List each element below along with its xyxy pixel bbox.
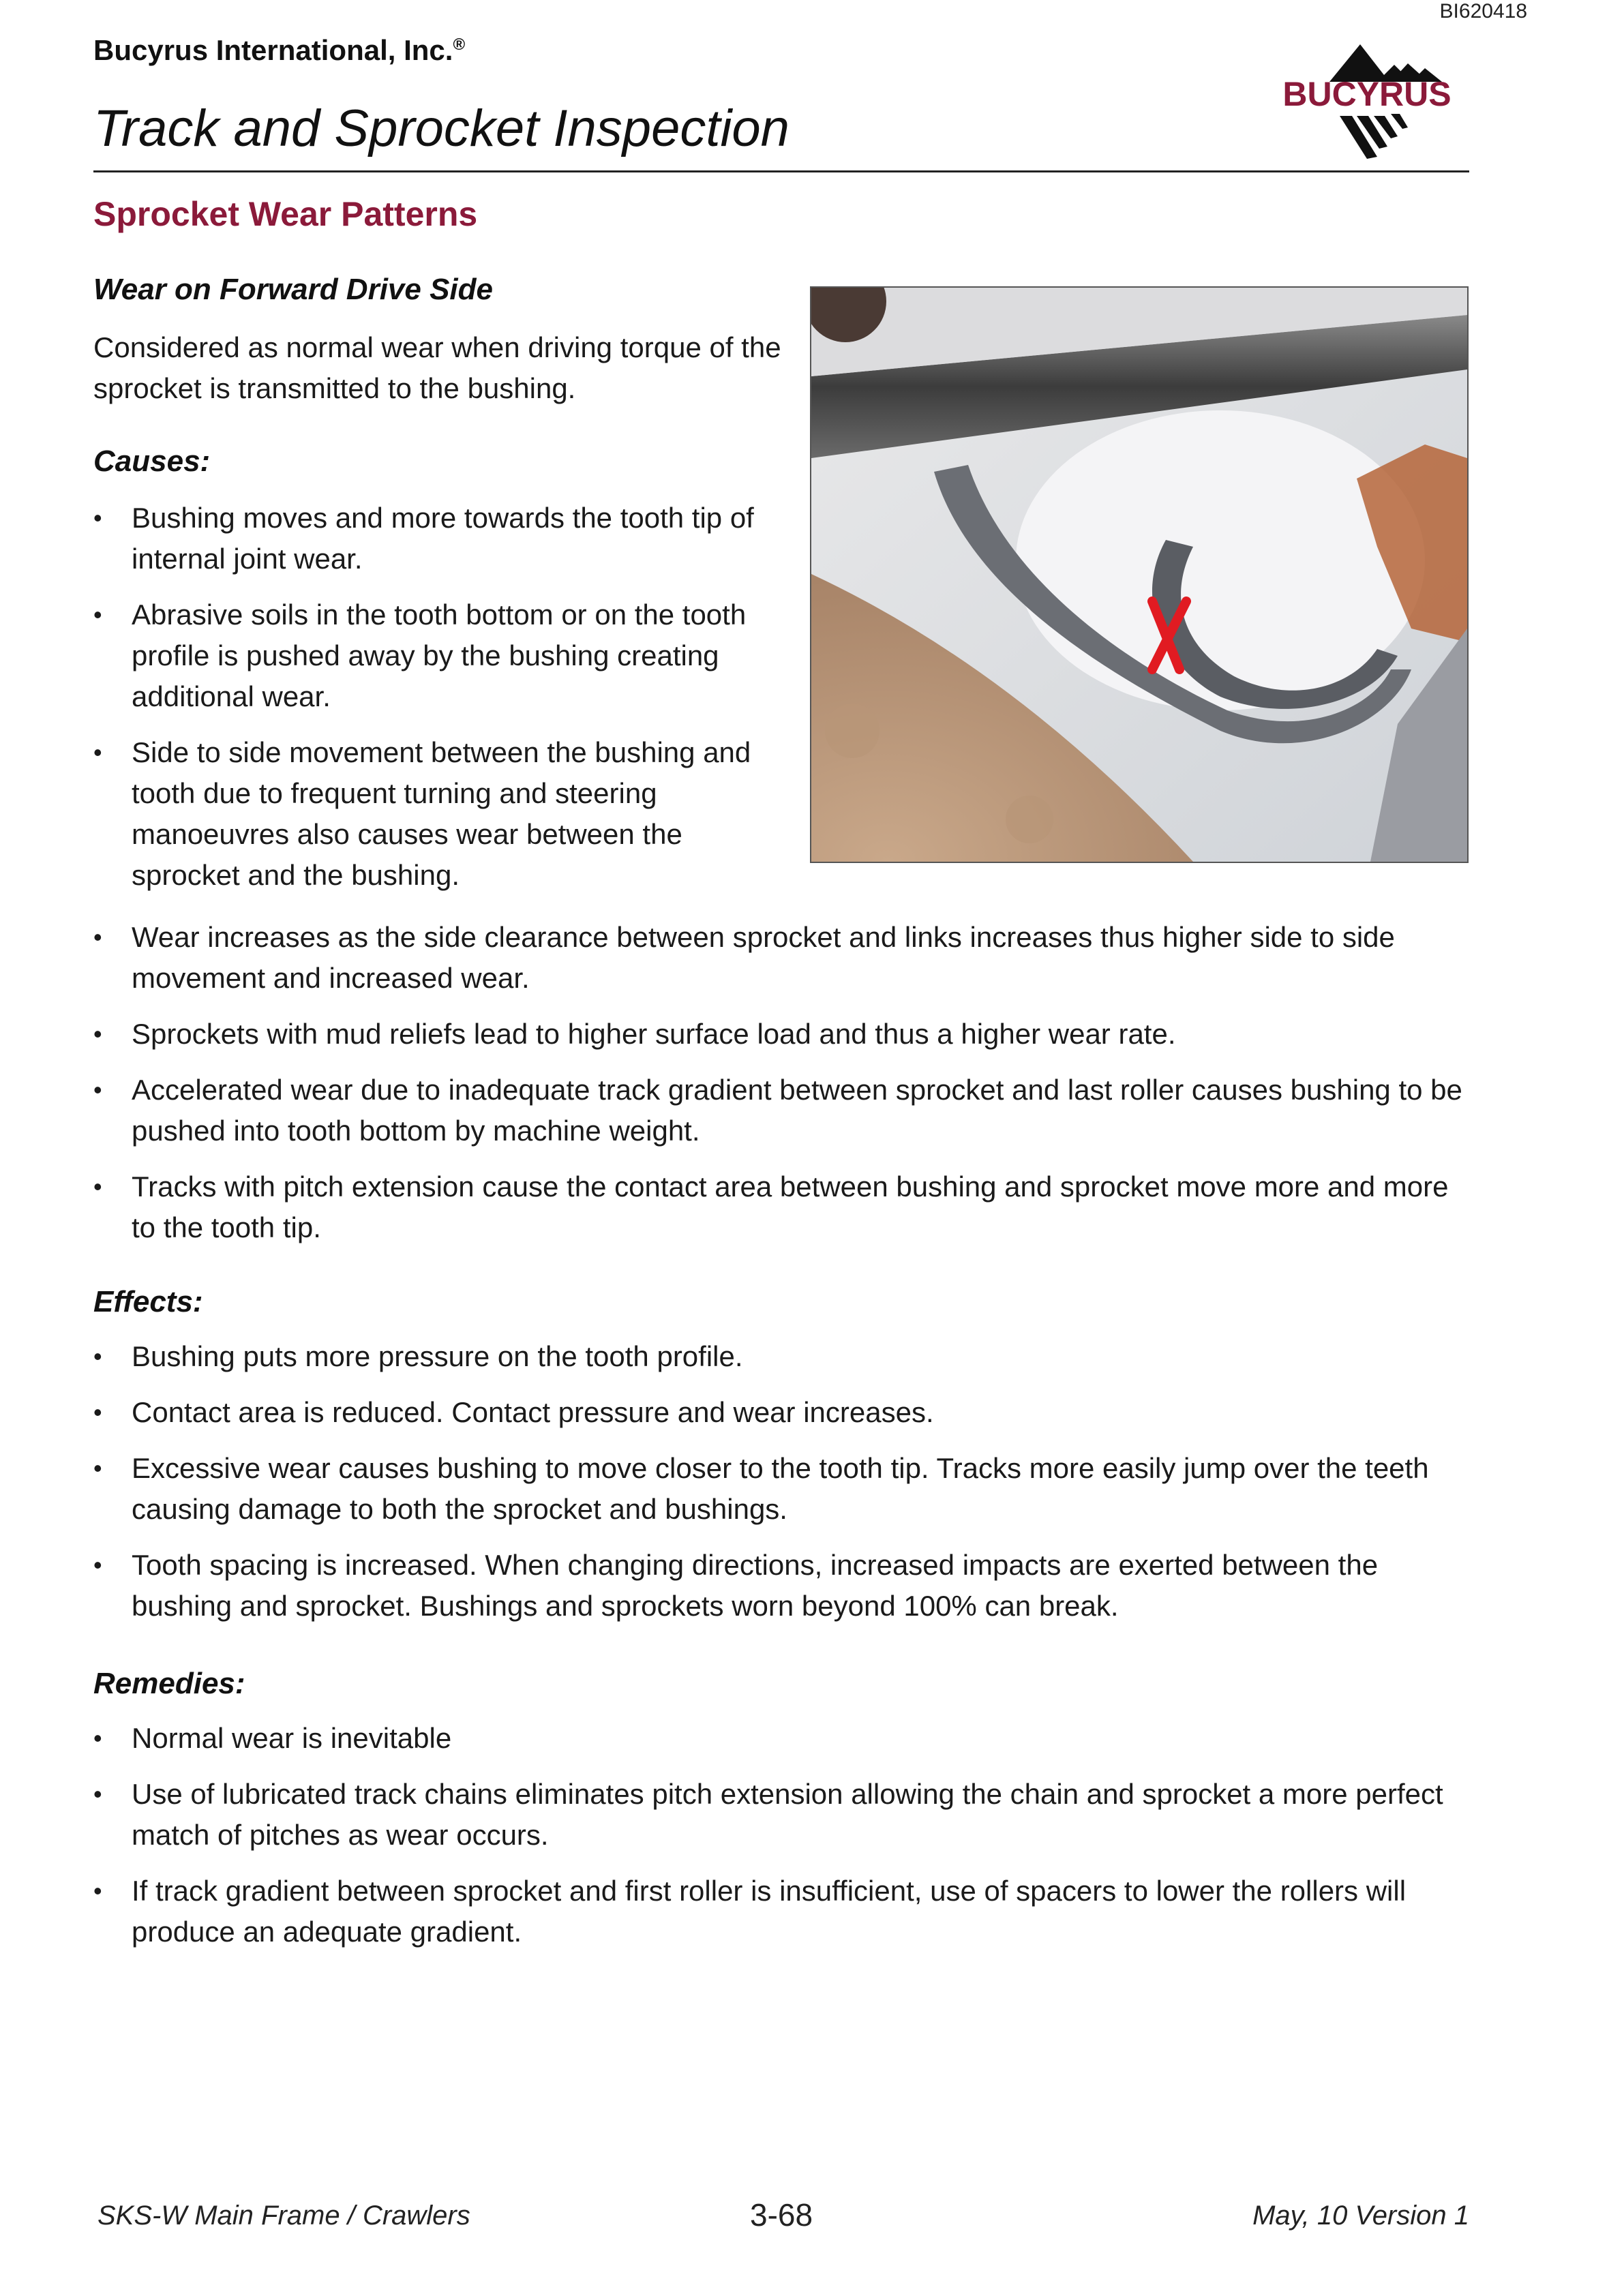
bucyrus-logo <box>1265 37 1469 167</box>
remedies-heading: Remedies: <box>93 1667 245 1700</box>
list-item: • Accelerated wear due to inadequate track gradient between sprocket and last roller causes bushing to be pushed into tooth bottom by machine weight. <box>93 1070 1471 1151</box>
list-item: • Sprockets with mud reliefs lead to higher surface load and thus a higher wear rate. <box>93 1014 1471 1055</box>
footer-page-number: 3-68 <box>750 2197 813 2233</box>
remedies-list <box>93 1718 1471 1967</box>
list-item: • Tracks with pitch extension cause the contact area between bushing and sprocket move more and more to the tooth tip. <box>93 1166 1471 1248</box>
header-divider <box>93 170 1469 172</box>
list-item: • Abrasive soils in the tooth bottom or on the tooth profile is pushed away by the bushing creating additional wear. <box>93 594 782 717</box>
logo-wordmark: BUCYRUS <box>1282 75 1452 113</box>
company-name <box>93 34 465 67</box>
list-item: • Bushing moves and more towards the tooth tip of internal joint wear. <box>93 498 782 579</box>
company-name-text: Bucyrus International, Inc. <box>93 34 453 66</box>
causes-list-narrow <box>93 498 782 911</box>
sprocket-photo <box>810 286 1469 863</box>
effects-heading: Effects: <box>93 1285 203 1318</box>
list-item: • Normal wear is inevitable <box>93 1718 1471 1759</box>
list-item: • Excessive wear causes bushing to move closer to the tooth tip. Tracks more easily jump over the teeth causing damage to both the sprocket and bushings. <box>93 1448 1471 1530</box>
effects-list <box>93 1336 1471 1642</box>
list-item: • Wear increases as the side clearance between sprocket and links increases thus higher side to side movement and increased wear. <box>93 917 1471 999</box>
footer-manual-name: SKS-W Main Frame / Crawlers <box>97 2201 470 2231</box>
intro-paragraph: Considered as normal wear when driving torque of the sprocket is transmitted to the bushing. <box>93 331 781 404</box>
list-item: • If track gradient between sprocket and first roller is insufficient, use of spacers to lower the rollers will produce an adequate gradient. <box>93 1871 1471 1952</box>
section-title: Sprocket Wear Patterns <box>93 195 478 233</box>
list-item: • Contact area is reduced. Contact pressure and wear increases. <box>93 1392 1471 1433</box>
registered-mark: ® <box>453 35 466 54</box>
causes-heading: Causes: <box>93 444 211 478</box>
list-item: • Tooth spacing is increased. When changing directions, increased impacts are exerted between the bushing and sprocket. Bushings and sprockets worn beyond 100% can break. <box>93 1545 1471 1627</box>
wear-heading: Wear on Forward Drive Side <box>93 273 494 306</box>
list-item: • Bushing puts more pressure on the tooth profile. <box>93 1336 1471 1377</box>
causes-list-wide <box>93 917 1471 1263</box>
footer-version: May, 10 Version 1 <box>1252 2201 1469 2231</box>
list-item: • Use of lubricated track chains eliminates pitch extension allowing the chain and sprocket a more perfect match of pitches as wear occurs. <box>93 1774 1471 1856</box>
document-id: BI620418 <box>1439 0 1527 22</box>
page-title: Track and Sprocket Inspection <box>93 100 790 157</box>
list-item: • Side to side movement between the bushing and tooth due to frequent turning and steering manoeuvres also causes wear between the sprocket and the bushing. <box>93 732 782 896</box>
sprocket-wear-illustration <box>811 288 1467 862</box>
